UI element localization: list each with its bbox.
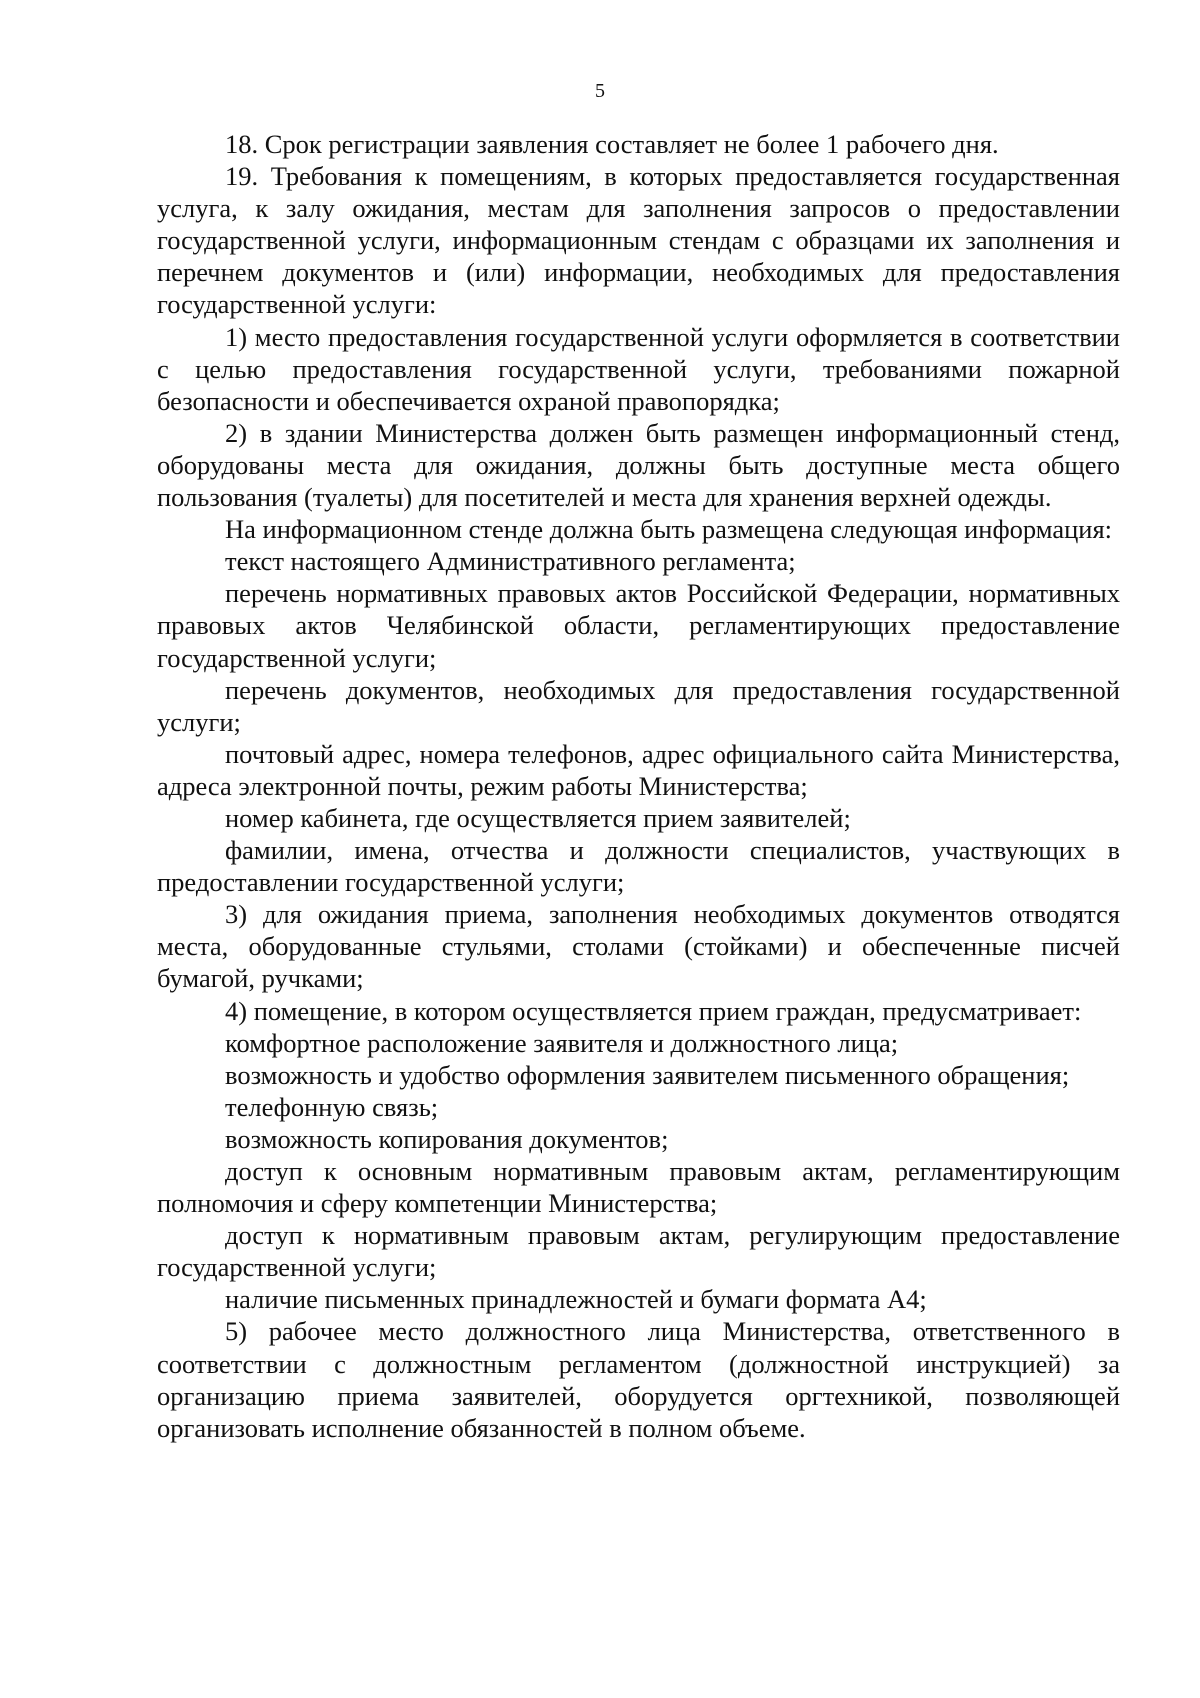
- paragraph-19: 19. Требования к помещениям, в которых предоставляется государственная услуга, к залу ожидания, местам для заполнения запросов о предоставлении государственной услуги, информационным стендам с образцами их заполнения и перечнем документов и (или) информации, необходимых для предоставления государственной услуги:: [157, 161, 1120, 320]
- page-number: 5: [595, 80, 605, 102]
- list-item: телефонную связь;: [225, 1091, 439, 1122]
- list-item: фамилии, имена, отчества и должности специалистов, участвующих в предоставлении государственной услуги;: [157, 835, 1120, 898]
- list-item: возможность копирования документов;: [225, 1123, 669, 1154]
- document-body: [157, 128, 1120, 1444]
- list-item: наличие письменных принадлежностей и бумаги формата А4;: [225, 1284, 927, 1315]
- item-3: 3) для ожидания приема, заполнения необходимых документов отводятся места, оборудованные стульями, столами (стойками) и обеспеченные писчей бумагой, ручками;: [157, 899, 1120, 994]
- list-item: комфортное расположение заявителя и должностного лица;: [225, 1027, 899, 1058]
- item-2: 2) в здании Министерства должен быть размещен информационный стенд, оборудованы места для ожидания, должны быть доступные места общего пользования (туалеты) для посетителей и места для хранения верхней одежды.: [157, 417, 1120, 513]
- item-5: 5) рабочее место должностного лица Министерства, ответственного в соответствии с должностным регламентом (должностной инструкцией) за организацию приема заявителей, оборудуется оргтехникой, позволяющей организовать исполнение обязанностей в полном объеме.: [157, 1316, 1120, 1443]
- list-item: почтовый адрес, номера телефонов, адрес официального сайта Министерства, адреса электронной почты, режим работы Министерства;: [157, 738, 1120, 801]
- list-item: перечень документов, необходимых для предоставления государственной услуги;: [157, 674, 1120, 737]
- list-item: возможность и удобство оформления заявителем письменного обращения;: [225, 1059, 1070, 1090]
- list-item: доступ к основным нормативным правовым актам, регламентирующим полномочия и сферу компетенции Министерства;: [157, 1156, 1120, 1219]
- item-4: 4) помещение, в котором осуществляется прием граждан, предусматривает:: [225, 995, 1082, 1026]
- list-item: номер кабинета, где осуществляется прием заявителей;: [225, 802, 851, 833]
- item-1: 1) место предоставления государственной услуги оформляется в соответствии с целью предоставления государственной услуги, требованиями пожарной безопасности и обеспечивается охраной правопорядка;: [157, 321, 1120, 416]
- list-item: перечень нормативных правовых актов Российской Федерации, нормативных правовых актов Челябинской области, регламентирующих предоставление государственной услуги;: [157, 578, 1120, 673]
- paragraph-18: 18. Срок регистрации заявления составляет не более 1 рабочего дня.: [225, 129, 999, 159]
- list-item: доступ к нормативным правовым актам, регулирующим предоставление государственной услуги;: [157, 1220, 1120, 1283]
- stand-info-intro: На информационном стенде должна быть размещена следующая информация:: [225, 514, 1113, 545]
- list-item: текст настоящего Административного регламента;: [225, 546, 796, 577]
